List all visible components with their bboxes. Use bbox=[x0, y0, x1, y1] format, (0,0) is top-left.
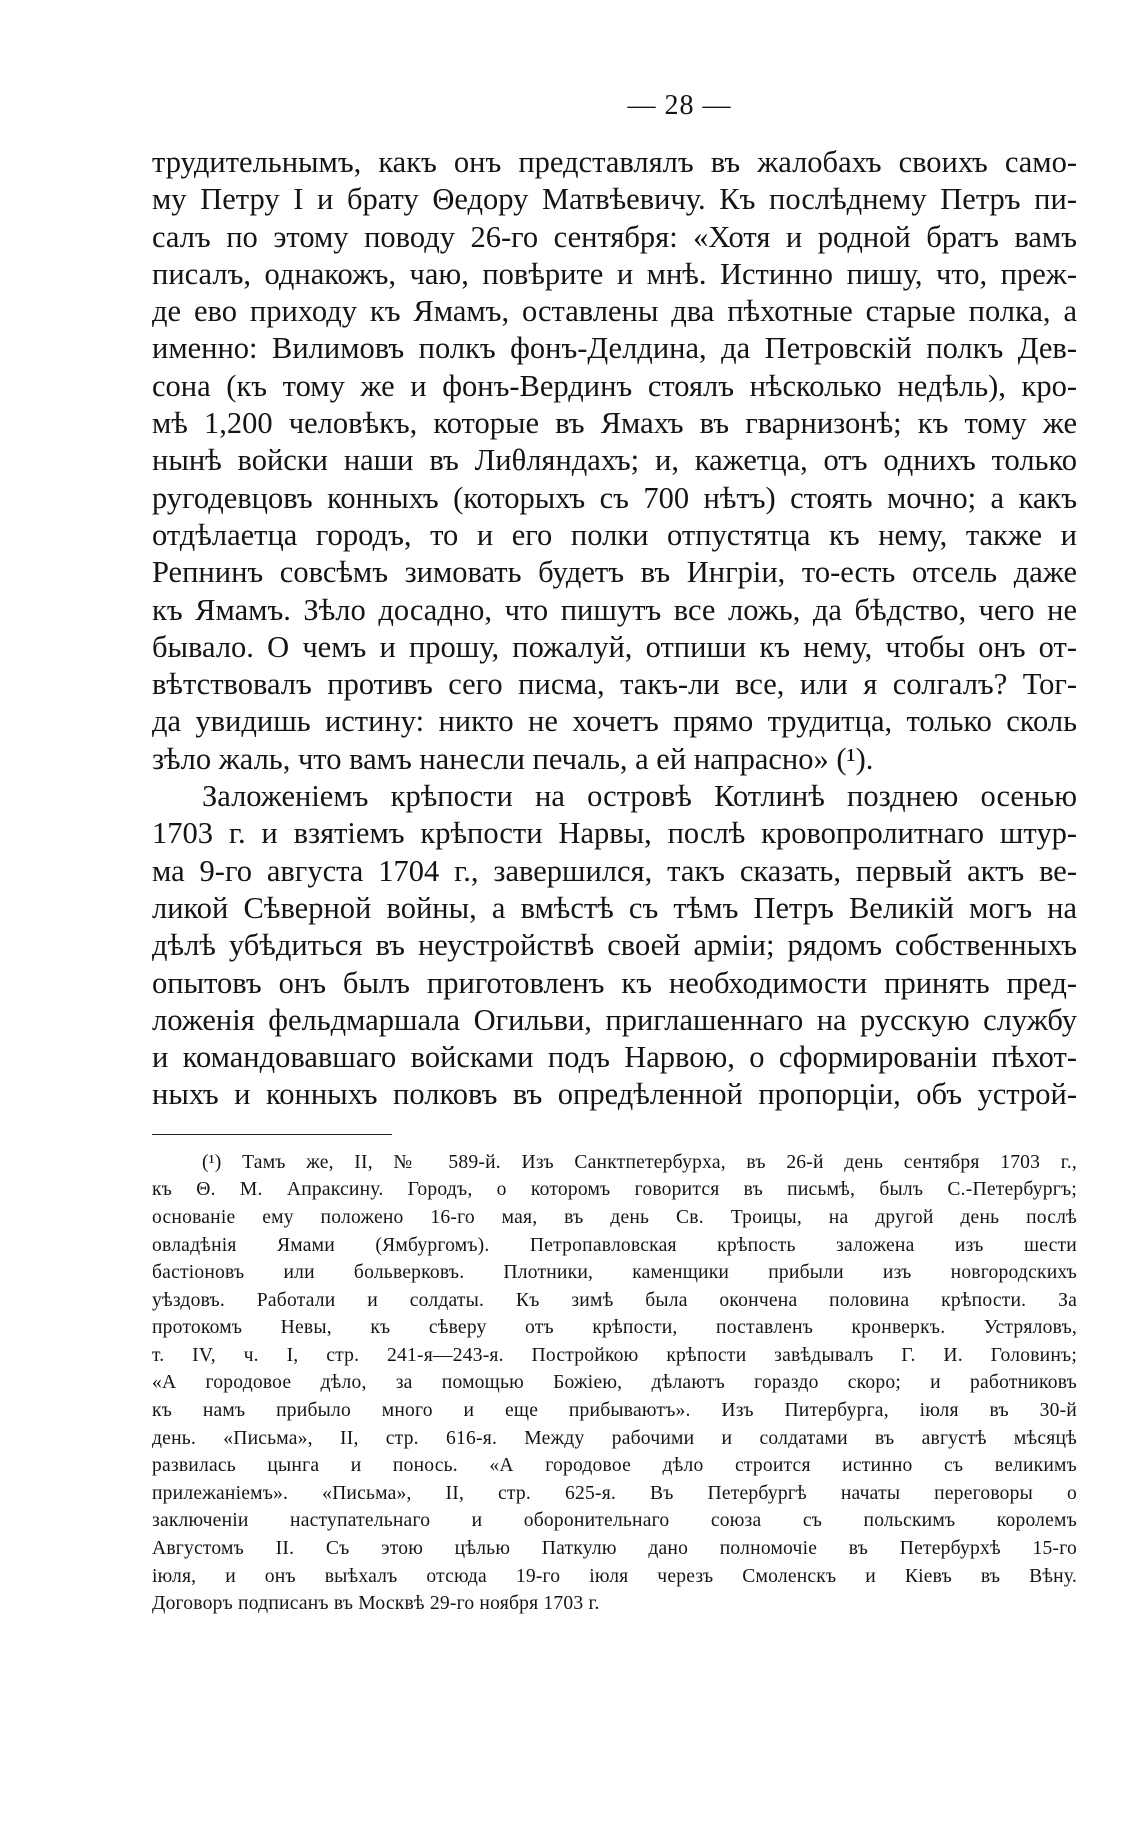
footnote-line: развилась цынга и понось. «А городовое дѣло строится истинно съ великимъ bbox=[152, 1455, 1077, 1477]
footnote-line: день. «Письма», II, стр. 616-я. Между рабочими и солдатами въ августѣ мѣсяцѣ bbox=[152, 1427, 1077, 1449]
body-line: именно: Вилимовъ полкъ фонъ-Делдина, да Петровскій полкъ Дев- bbox=[152, 331, 1077, 366]
body-line: отдѣлаетца городъ, то и его полки отпустятца къ нему, также и bbox=[152, 517, 1077, 552]
footnote-line: бастіоновъ или больверковъ. Плотники, каменщики прибыли изъ новгородскихъ bbox=[152, 1262, 1077, 1284]
footnote-line: Августомъ II. Съ этою цѣлью Паткулю дано полномочіе въ Петербурхѣ 15-го bbox=[152, 1538, 1077, 1560]
footnote-line: основаніе ему положено 16-го мая, въ день Св. Троицы, на другой день послѣ bbox=[152, 1206, 1077, 1228]
footnote-line: заключеніи наступательнаго и оборонительнаго союза съ польскимъ королемъ bbox=[152, 1510, 1077, 1532]
body-line: ныхъ и конныхъ полковъ въ опредѣленной пропорціи, объ устрой- bbox=[152, 1077, 1077, 1112]
footnote-line: (¹) Тамъ же, II, № 589-й. Изъ Санктпетербурха, въ 26-й день сентября 1703 г., bbox=[202, 1151, 1077, 1173]
body-line: нынѣ войски наши въ Лиθляндахъ; и, кажетца, отъ однихъ только bbox=[152, 443, 1077, 478]
body-line: ма 9-го августа 1704 г., завершился, такъ сказать, первый актъ ве- bbox=[152, 853, 1077, 888]
body-line: сона (къ тому же и фонъ-Вердинъ стоялъ нѣсколько недѣль), кро- bbox=[152, 368, 1077, 403]
page-number: — 28 — bbox=[627, 90, 732, 121]
body-line: да увидишь истину: никто не хочетъ прямо трудитца, только сколь bbox=[152, 704, 1077, 739]
footnote-line: прилежаніемъ». «Письма», II, стр. 625-я. Въ Петербургѣ начаты переговоры о bbox=[152, 1482, 1077, 1504]
body-line: де ево приходу къ Ямамъ, оставлены два пѣхотные старые полка, а bbox=[152, 294, 1077, 329]
body-line: му Петру I и брату Θедору Матвѣевичу. Къ послѣднему Петръ пи- bbox=[152, 182, 1077, 217]
footnote-divider bbox=[152, 1134, 392, 1135]
footnote-line: протокомъ Невы, къ сѣверу отъ крѣпости, поставленъ кронверкъ. Устряловъ, bbox=[152, 1317, 1077, 1339]
body-line: ругодевцовъ конныхъ (которыхъ съ 700 нѣтъ) стоять мочно; а какъ bbox=[152, 480, 1077, 515]
footnote-line: т. IV, ч. I, стр. 241-я—243-я. Постройкою крѣпости завѣдывалъ Г. И. Головинъ; bbox=[152, 1344, 1077, 1366]
footnote-line: іюля, и онъ выѣхалъ отсюда 19-го іюля черезъ Смоленскъ и Кіевъ въ Вѣну. bbox=[152, 1565, 1077, 1587]
page bbox=[152, 90, 1077, 1618]
body-line: и командовавшаго войсками подъ Нарвою, о сформированіи пѣхот- bbox=[152, 1040, 1077, 1075]
paragraph-start-line: Заложеніемъ крѣпости на островѣ Котлинѣ позднею осенью bbox=[202, 779, 1077, 814]
body-line: опытовъ онъ былъ приготовленъ къ необходимости принять пред- bbox=[152, 965, 1077, 1000]
body-line: салъ по этому поводу 26-го сентября: «Хотя и родной братъ вамъ bbox=[152, 219, 1077, 254]
body-line: зѣло жаль, что вамъ нанесли печаль, а ей напрасно» (¹). bbox=[152, 741, 874, 776]
footnote-line: Договоръ подписанъ въ Москвѣ 29-го ноября 1703 г. bbox=[152, 1593, 600, 1615]
footnote-line: овладѣнія Ямами (Ямбургомъ). Петропавловская крѣпость заложена изъ шести bbox=[152, 1234, 1077, 1256]
body-line: ликой Сѣверной войны, а вмѣстѣ съ тѣмъ Петръ Великій могъ на bbox=[152, 890, 1077, 925]
body-line: ложенія фельдмаршала Огильви, приглашеннаго на русскую службу bbox=[152, 1002, 1077, 1037]
footnote-line: уѣздовъ. Работали и солдаты. Къ зимѣ была окончена половина крѣпости. За bbox=[152, 1289, 1077, 1311]
body-line: бывало. О чемъ и прошу, пожалуй, отпиши къ нему, чтобы онъ от- bbox=[152, 629, 1077, 664]
body-line: 1703 г. и взятіемъ крѣпости Нарвы, послѣ кровопролитнаго штур- bbox=[152, 816, 1077, 851]
footnote bbox=[152, 1149, 1077, 1618]
footnote-line: къ намъ прибыло много и еще прибываютъ». Изъ Питербурга, іюля въ 30-й bbox=[152, 1400, 1077, 1422]
body-line: мѣ 1,200 человѣкъ, которые въ Ямахъ въ гварнизонѣ; къ тому же bbox=[152, 406, 1077, 441]
footnote-line: «А городовое дѣло, за помощью Божіею, дѣлаютъ гораздо скоро; и работниковъ bbox=[152, 1372, 1077, 1394]
body-line: дѣлѣ убѣдиться въ неустройствѣ своей арміи; рядомъ собственныхъ bbox=[152, 928, 1077, 963]
body-line: къ Ямамъ. Зѣло досадно, что пишутъ все ложь, да бѣдство, чего не bbox=[152, 592, 1077, 627]
footnote-line: къ Θ. М. Апраксину. Городъ, о которомъ говорится въ письмѣ, былъ С.-Петербургъ; bbox=[152, 1179, 1077, 1201]
body-line: Репнинъ совсѣмъ зимовать будетъ въ Ингріи, то-есть отсель даже bbox=[152, 555, 1077, 590]
body-line: писалъ, однакожъ, чаю, повѣрите и мнѣ. Истинно пишу, что, преж- bbox=[152, 256, 1077, 291]
body-line: трудительнымъ, какъ онъ представлялъ въ жалобахъ своихъ само- bbox=[152, 145, 1077, 179]
body-line: вѣтствовалъ противъ сего писма, такъ-ли все, или я солгалъ? Тог- bbox=[152, 667, 1077, 702]
body-text bbox=[152, 144, 1077, 1114]
